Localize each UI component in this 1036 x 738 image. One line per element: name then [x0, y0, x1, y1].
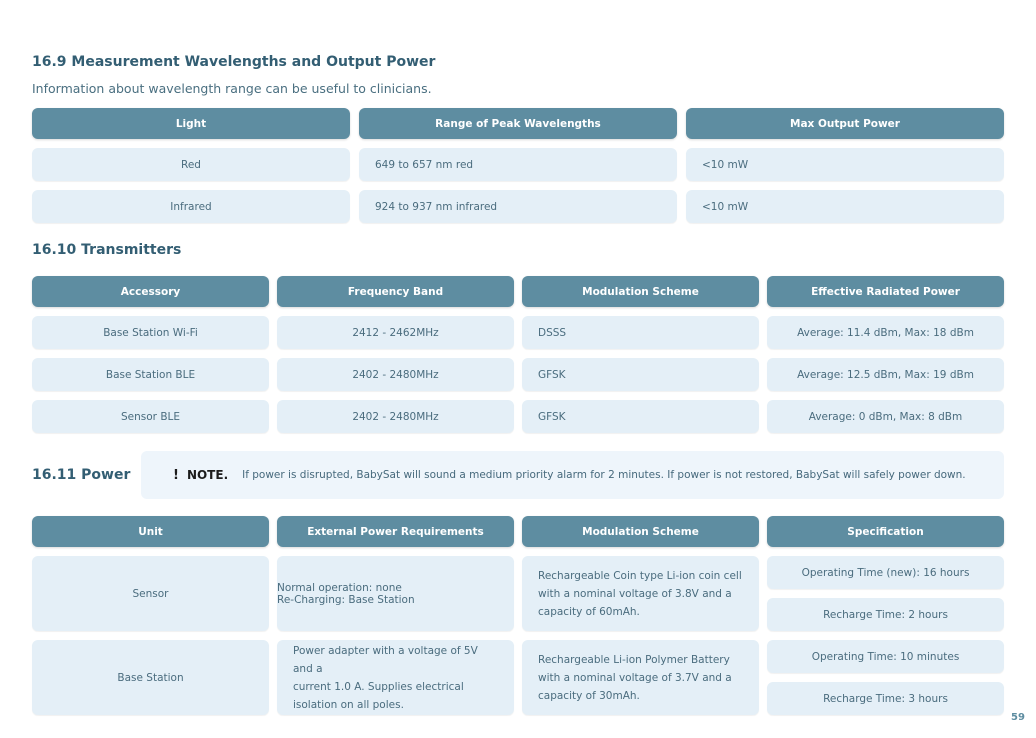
- section-intro: Information about wavelength range can be useful to clinicians.: [32, 81, 432, 96]
- table-cell: 2402 - 2480MHz: [277, 358, 514, 391]
- table-cell: Recharge Time: 3 hours: [767, 682, 1004, 715]
- cell-line: current 1.0 A. Supplies electrical: [293, 680, 464, 693]
- table-cell: DSSS: [522, 316, 759, 349]
- section-heading-wavelengths: 16.9 Measurement Wavelengths and Output Power: [32, 54, 436, 70]
- cell-line: with a nominal voltage of 3.7V and a: [538, 671, 732, 684]
- table-cell: Infrared: [32, 190, 350, 223]
- table-cell: 924 to 937 nm infrared: [359, 190, 677, 223]
- section-heading-transmitters: 16.10 Transmitters: [32, 242, 182, 258]
- cell-line: Power adapter with a voltage of 5V and a: [293, 644, 478, 675]
- table-cell: <10 mW: [686, 190, 1004, 223]
- table-cell: 649 to 657 nm red: [359, 148, 677, 181]
- table-cell: [277, 556, 514, 631]
- table-header-unit: Unit: [32, 516, 269, 547]
- note-callout: [141, 451, 1004, 499]
- table-cell: Base Station Wi-Fi: [32, 316, 269, 349]
- table-header-modulation-scheme: Modulation Scheme: [522, 276, 759, 307]
- table-cell: 2412 - 2462MHz: [277, 316, 514, 349]
- table-cell: Average: 11.4 dBm, Max: 18 dBm: [767, 316, 1004, 349]
- table-cell: Recharge Time: 2 hours: [767, 598, 1004, 631]
- section-heading-power: 16.11 Power: [32, 467, 131, 483]
- table-header-modulation-scheme: Modulation Scheme: [522, 516, 759, 547]
- warning-icon: !: [173, 467, 179, 483]
- cell-line: Rechargeable Coin type Li-ion coin cell: [538, 569, 742, 582]
- table-cell: Sensor: [32, 556, 269, 631]
- cell-line: capacity of 30mAh.: [538, 689, 640, 702]
- table-cell: Average: 0 dBm, Max: 8 dBm: [767, 400, 1004, 433]
- table-header-effective-radiated-power: Effective Radiated Power: [767, 276, 1004, 307]
- table-header-accessory: Accessory: [32, 276, 269, 307]
- table-header-external-power: External Power Requirements: [277, 516, 514, 547]
- table-cell: Operating Time (new): 16 hours: [767, 556, 1004, 589]
- cell-line: Re-Charging: Base Station: [277, 593, 415, 606]
- cell-line: Rechargeable Li-ion Polymer Battery: [538, 653, 730, 666]
- cell-line: capacity of 60mAh.: [538, 605, 640, 618]
- table-cell: Operating Time: 10 minutes: [767, 640, 1004, 673]
- table-cell: [522, 556, 759, 631]
- table-cell: 2402 - 2480MHz: [277, 400, 514, 433]
- table-header-max-output-power: Max Output Power: [686, 108, 1004, 139]
- table-cell: <10 mW: [686, 148, 1004, 181]
- table-header-frequency-band: Frequency Band: [277, 276, 514, 307]
- table-cell: [522, 640, 759, 715]
- table-header-light: Light: [32, 108, 350, 139]
- note-text: If power is disrupted, BabySat will sound a medium priority alarm for 2 minutes. If power is not restored, BabySat will safely power down.: [242, 469, 966, 481]
- table-header-specification: Specification: [767, 516, 1004, 547]
- page-number: 59: [1011, 712, 1025, 723]
- table-cell: Base Station: [32, 640, 269, 715]
- table-cell: GFSK: [522, 400, 759, 433]
- cell-line: Normal operation: none: [277, 581, 402, 594]
- cell-line: isolation on all poles.: [293, 698, 404, 711]
- table-cell: Base Station BLE: [32, 358, 269, 391]
- table-cell: Sensor BLE: [32, 400, 269, 433]
- table-cell: GFSK: [522, 358, 759, 391]
- table-cell: Red: [32, 148, 350, 181]
- table-cell: [277, 640, 514, 715]
- table-header-peak-wavelengths: Range of Peak Wavelengths: [359, 108, 677, 139]
- cell-line: with a nominal voltage of 3.8V and a: [538, 587, 732, 600]
- table-cell: Average: 12.5 dBm, Max: 19 dBm: [767, 358, 1004, 391]
- note-label: NOTE.: [186, 468, 229, 482]
